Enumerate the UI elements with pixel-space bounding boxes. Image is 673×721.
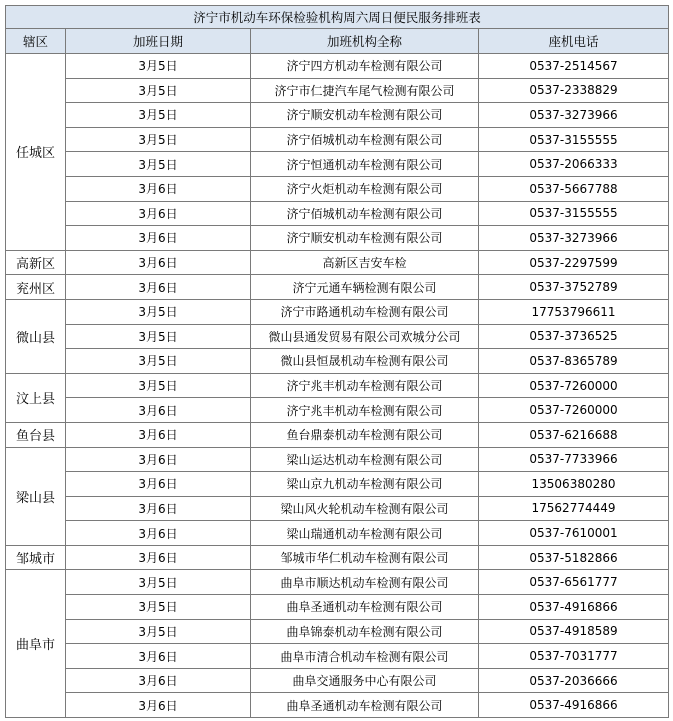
- phone-cell: 0537-2066333: [479, 152, 669, 177]
- phone-cell: 0537-4916866: [479, 595, 669, 620]
- phone-cell: 0537-3273966: [479, 226, 669, 251]
- table-row: [6, 521, 669, 546]
- institution-cell: 曲阜市顺达机动车检测有限公司: [251, 570, 479, 595]
- header-institution: 加班机构全称: [251, 29, 479, 54]
- district-cell: 微山县: [6, 299, 66, 373]
- institution-cell: 梁山风火轮机动车检测有限公司: [251, 496, 479, 521]
- district-cell: 邹城市: [6, 545, 66, 570]
- phone-cell: 0537-8365789: [479, 349, 669, 374]
- table-row: [6, 644, 669, 669]
- phone-cell: 0537-2514567: [479, 54, 669, 79]
- phone-cell: 0537-2338829: [479, 78, 669, 103]
- institution-cell: 济宁顺安机动车检测有限公司: [251, 103, 479, 128]
- district-cell: 高新区: [6, 250, 66, 275]
- date-cell: 3月6日: [66, 447, 251, 472]
- institution-cell: 梁山京九机动车检测有限公司: [251, 472, 479, 497]
- district-cell: 梁山县: [6, 447, 66, 545]
- table-row: [6, 275, 669, 300]
- header-phone: 座机电话: [479, 29, 669, 54]
- date-cell: 3月5日: [66, 152, 251, 177]
- table-row: [6, 226, 669, 251]
- phone-cell: 0537-7031777: [479, 644, 669, 669]
- phone-cell: 0537-3752789: [479, 275, 669, 300]
- table-row: [6, 693, 669, 718]
- date-cell: 3月5日: [66, 349, 251, 374]
- table-row: [6, 176, 669, 201]
- phone-cell: 0537-4918589: [479, 619, 669, 644]
- date-cell: 3月5日: [66, 619, 251, 644]
- date-cell: 3月6日: [66, 545, 251, 570]
- institution-cell: 济宁市仁捷汽车尾气检测有限公司: [251, 78, 479, 103]
- institution-cell: 梁山瑞通机动车检测有限公司: [251, 521, 479, 546]
- phone-cell: 13506380280: [479, 472, 669, 497]
- table-title: 济宁市机动车环保检验机构周六周日便民服务排班表: [6, 6, 669, 29]
- date-cell: 3月6日: [66, 644, 251, 669]
- table-row: [6, 324, 669, 349]
- institution-cell: 曲阜锦泰机动车检测有限公司: [251, 619, 479, 644]
- table-row: [6, 78, 669, 103]
- phone-cell: 0537-5667788: [479, 176, 669, 201]
- institution-cell: 曲阜圣通机动车检测有限公司: [251, 595, 479, 620]
- institution-cell: 济宁佰城机动车检测有限公司: [251, 201, 479, 226]
- date-cell: 3月6日: [66, 521, 251, 546]
- institution-cell: 济宁四方机动车检测有限公司: [251, 54, 479, 79]
- phone-cell: 0537-4916866: [479, 693, 669, 718]
- date-cell: 3月5日: [66, 78, 251, 103]
- table-row: [6, 373, 669, 398]
- institution-cell: 曲阜交通服务中心有限公司: [251, 668, 479, 693]
- date-cell: 3月5日: [66, 595, 251, 620]
- date-cell: 3月6日: [66, 496, 251, 521]
- phone-cell: 0537-3736525: [479, 324, 669, 349]
- table-row: [6, 250, 669, 275]
- phone-cell: 0537-6216688: [479, 422, 669, 447]
- header-district: 辖区: [6, 29, 66, 54]
- table-row: [6, 299, 669, 324]
- institution-cell: 微山县恒晟机动车检测有限公司: [251, 349, 479, 374]
- date-cell: 3月6日: [66, 693, 251, 718]
- table-row: [6, 398, 669, 423]
- phone-cell: 17753796611: [479, 299, 669, 324]
- table-row: [6, 152, 669, 177]
- date-cell: 3月5日: [66, 324, 251, 349]
- institution-cell: 梁山运达机动车检测有限公司: [251, 447, 479, 472]
- phone-cell: 0537-3155555: [479, 201, 669, 226]
- table-body: [6, 54, 669, 718]
- date-cell: 3月6日: [66, 398, 251, 423]
- header-row: [6, 29, 669, 54]
- date-cell: 3月5日: [66, 54, 251, 79]
- date-cell: 3月5日: [66, 373, 251, 398]
- header-date: 加班日期: [66, 29, 251, 54]
- institution-cell: 高新区吉安车检: [251, 250, 479, 275]
- phone-cell: 0537-7733966: [479, 447, 669, 472]
- phone-cell: 0537-7260000: [479, 398, 669, 423]
- schedule-table: [5, 5, 669, 718]
- table-row: [6, 349, 669, 374]
- institution-cell: 济宁元通车辆检测有限公司: [251, 275, 479, 300]
- date-cell: 3月5日: [66, 103, 251, 128]
- date-cell: 3月6日: [66, 472, 251, 497]
- date-cell: 3月6日: [66, 422, 251, 447]
- phone-cell: 0537-2297599: [479, 250, 669, 275]
- phone-cell: 0537-3155555: [479, 127, 669, 152]
- table-row: [6, 422, 669, 447]
- date-cell: 3月5日: [66, 127, 251, 152]
- table-row: [6, 201, 669, 226]
- date-cell: 3月6日: [66, 201, 251, 226]
- phone-cell: 0537-5182866: [479, 545, 669, 570]
- date-cell: 3月5日: [66, 570, 251, 595]
- table-row: [6, 570, 669, 595]
- date-cell: 3月6日: [66, 176, 251, 201]
- date-cell: 3月6日: [66, 250, 251, 275]
- institution-cell: 济宁佰城机动车检测有限公司: [251, 127, 479, 152]
- institution-cell: 曲阜市清合机动车检测有限公司: [251, 644, 479, 669]
- institution-cell: 济宁兆丰机动车检测有限公司: [251, 398, 479, 423]
- district-cell: 任城区: [6, 54, 66, 251]
- institution-cell: 济宁火炬机动车检测有限公司: [251, 176, 479, 201]
- table-row: [6, 595, 669, 620]
- phone-cell: 0537-6561777: [479, 570, 669, 595]
- table-row: [6, 496, 669, 521]
- institution-cell: 曲阜圣通机动车检测有限公司: [251, 693, 479, 718]
- institution-cell: 济宁市路通机动车检测有限公司: [251, 299, 479, 324]
- table-row: [6, 54, 669, 79]
- institution-cell: 邹城市华仁机动车检测有限公司: [251, 545, 479, 570]
- table-row: [6, 127, 669, 152]
- phone-cell: 0537-7260000: [479, 373, 669, 398]
- institution-cell: 鱼台鼎泰机动车检测有限公司: [251, 422, 479, 447]
- district-cell: 鱼台县: [6, 422, 66, 447]
- district-cell: 汶上县: [6, 373, 66, 422]
- date-cell: 3月5日: [66, 299, 251, 324]
- date-cell: 3月6日: [66, 668, 251, 693]
- phone-cell: 0537-2036666: [479, 668, 669, 693]
- table-row: [6, 545, 669, 570]
- phone-cell: 0537-7610001: [479, 521, 669, 546]
- phone-cell: 17562774449: [479, 496, 669, 521]
- table-row: [6, 472, 669, 497]
- table-row: [6, 103, 669, 128]
- institution-cell: 济宁顺安机动车检测有限公司: [251, 226, 479, 251]
- phone-cell: 0537-3273966: [479, 103, 669, 128]
- date-cell: 3月6日: [66, 275, 251, 300]
- table-row: [6, 447, 669, 472]
- table-row: [6, 668, 669, 693]
- district-cell: 兖州区: [6, 275, 66, 300]
- date-cell: 3月6日: [66, 226, 251, 251]
- institution-cell: 济宁兆丰机动车检测有限公司: [251, 373, 479, 398]
- table-row: [6, 619, 669, 644]
- institution-cell: 济宁恒通机动车检测有限公司: [251, 152, 479, 177]
- institution-cell: 微山县通发贸易有限公司欢城分公司: [251, 324, 479, 349]
- district-cell: 曲阜市: [6, 570, 66, 718]
